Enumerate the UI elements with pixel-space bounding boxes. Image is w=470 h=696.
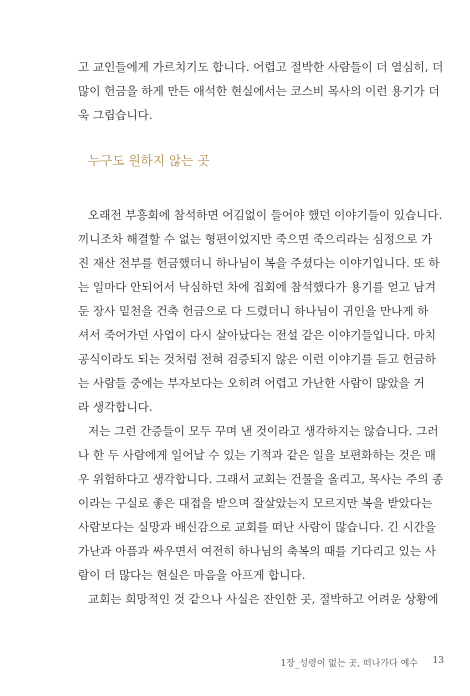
page-footer [0, 656, 470, 672]
text-line: 나 한 두 사람에게 일어날 수 있는 기적과 같은 일을 보편화하는 것은 매 [78, 448, 436, 462]
paragraph-1 [78, 203, 443, 419]
text-line: 저는 그런 간증들이 모두 꾸며 낸 것이라고 생각하지는 않습니다. 그러 [88, 424, 439, 438]
body-text [78, 203, 444, 611]
text-line: 사람보다는 실망과 배신감으로 교회를 떠난 사람이 많습니다. 긴 시간을 [78, 520, 436, 534]
text-line: 는 사람들 중에는 부자보다는 오히려 어렵고 가난한 사람이 많았을 거 [78, 376, 425, 390]
text-line: 는 일마다 안되어서 낙심하던 차에 집회에 참석했다가 용기를 얻고 남겨 [78, 280, 436, 294]
text-line: 진 재산 전부를 헌금했더니 하나님이 복을 주셨다는 이야기입니다. 또 하 [78, 256, 440, 270]
text-line: 라 생각합니다. [78, 400, 153, 414]
text-line: 공식이라도 되는 것처럼 전혀 검증되지 않은 이런 이야기를 듣고 헌금하 [78, 352, 436, 366]
text-line: 람이 더 많다는 현실은 마음을 아프게 합니다. [78, 568, 306, 582]
text-line: 끼니조차 해결할 수 없는 형편이었지만 죽으면 죽으리라는 심정으로 가 [78, 232, 433, 246]
text-line: 교회는 희망적인 것 같으나 사실은 잔인한 곳, 절박하고 어려운 상황에 [88, 592, 439, 606]
running-footer-chapter: 1장_성령이 없는 곳, 떠나가다 예수 [280, 659, 418, 669]
text-line: 우 위험하다고 생각합니다. 그래서 교회는 건물을 올리고, 목사는 주의 종 [78, 472, 444, 486]
section-heading: 누구도 원하지 않는 곳 [88, 153, 210, 168]
text-line: 많이 헌금을 하게 만든 애석한 현실에서는 코스비 목사의 이런 용기가 더 [78, 84, 440, 98]
paragraph-3 [78, 587, 439, 611]
text-line: 이라는 구실로 좋은 대접을 받으며 잘살았는지 모르지만 복을 받았다는 [78, 496, 433, 510]
text-line: 둔 장사 밑천을 건축 헌금으로 다 드렸더니 하나님이 귀인을 만나게 하 [78, 304, 429, 318]
text-line: 셔서 죽어가던 사업이 다시 살아났다는 전설 같은 이야기들입니다. 마치 [78, 328, 436, 342]
text-line: 고 교인들에게 가르치기도 합니다. 어렵고 절박한 사람들이 더 열심히, 더 [78, 60, 444, 74]
page-number: 13 [432, 656, 444, 666]
text-line: 욱 그립습니다. [78, 108, 153, 122]
paragraph-2 [78, 419, 444, 587]
text-line: 가난과 아픔과 싸우면서 여전히 하나님의 축복의 때를 기다리고 있는 사 [78, 544, 436, 558]
text-line: 오래전 부흥회에 참석하면 어김없이 들어야 했던 이야기들이 있습니다. [88, 208, 443, 222]
continued-paragraph [78, 55, 444, 127]
